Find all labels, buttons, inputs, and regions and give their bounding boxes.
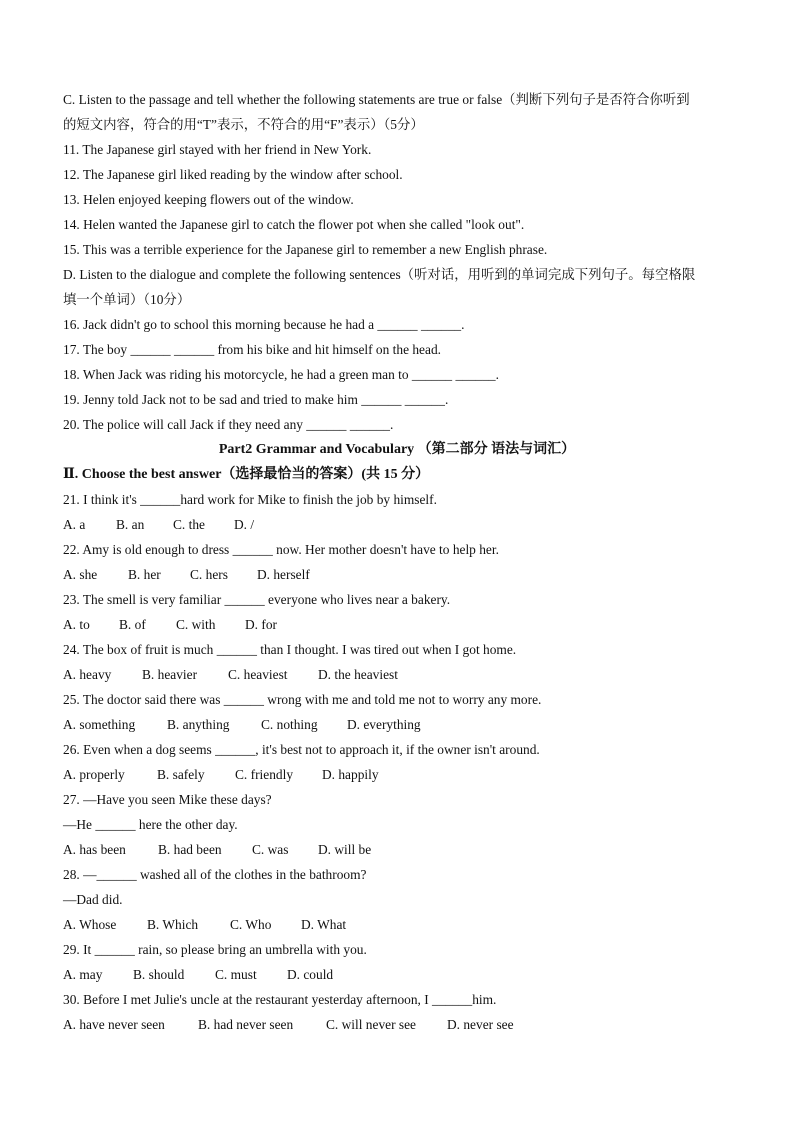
statement-item: 13. Helen enjoyed keeping flowers out of the window. bbox=[63, 192, 354, 207]
section-c-instruction: C. Listen to the passage and tell whether the following statements are true or false（判断下列句子是否符合你听到 bbox=[63, 92, 690, 107]
question-stem-reply: —He ______ here the other day. bbox=[63, 817, 238, 832]
option-c: C. the bbox=[173, 517, 205, 532]
option-c: C. friendly bbox=[235, 767, 294, 782]
option-d: D. What bbox=[301, 917, 347, 932]
option-d: D. could bbox=[287, 967, 334, 982]
option-b: B. had never seen bbox=[198, 1017, 294, 1032]
option-c: C. Who bbox=[230, 917, 272, 932]
option-b: B. should bbox=[133, 967, 185, 982]
statement-item: 12. The Japanese girl liked reading by the window after school. bbox=[63, 167, 403, 182]
option-a: A. a bbox=[63, 517, 86, 532]
option-c: C. must bbox=[215, 967, 257, 982]
fill-blank-item: 18. When Jack was riding his motorcycle, he had a green man to ______ ______. bbox=[63, 367, 499, 382]
statement-item: 11. The Japanese girl stayed with her friend in New York. bbox=[63, 142, 372, 157]
option-b: B. of bbox=[119, 617, 146, 632]
option-d: D. will be bbox=[318, 842, 372, 857]
option-c: C. with bbox=[176, 617, 216, 632]
option-c: C. hers bbox=[190, 567, 228, 582]
option-b: B. had been bbox=[158, 842, 222, 857]
section-c-instruction-cont: 的短文内容，符合的用“T”表示，不符合的用“F”表示）（5分） bbox=[63, 117, 424, 132]
question-stem: 22. Amy is old enough to dress ______ now. Her mother doesn't have to help her. bbox=[63, 542, 499, 557]
option-c: C. was bbox=[252, 842, 289, 857]
option-b: B. an bbox=[116, 517, 145, 532]
question-stem: 26. Even when a dog seems ______, it's best not to approach it, if the owner isn't around. bbox=[63, 742, 540, 757]
option-a: A. may bbox=[63, 967, 103, 982]
statement-item: 14. Helen wanted the Japanese girl to catch the flower pot when she called "look out". bbox=[63, 217, 525, 232]
fill-blank-item: 17. The boy ______ ______ from his bike and hit himself on the head. bbox=[63, 342, 441, 357]
question-stem: 24. The box of fruit is much ______ than I thought. I was tired out when I got home. bbox=[63, 642, 517, 657]
section-d-instruction-cont: 填一个单词）（10分） bbox=[63, 292, 191, 307]
question-stem: 21. I think it's ______hard work for Mike to finish the job by himself. bbox=[63, 492, 437, 507]
section-ii-title: Ⅱ. Choose the best answer（选择最恰当的答案）(共 15 分） bbox=[63, 467, 430, 482]
option-b: B. safely bbox=[157, 767, 205, 782]
option-b: B. her bbox=[128, 567, 161, 582]
option-a: A. have never seen bbox=[63, 1017, 165, 1032]
question-stem: 28. —______ washed all of the clothes in the bathroom? bbox=[63, 867, 367, 882]
option-a: A. has been bbox=[63, 842, 126, 857]
option-c: C. will never see bbox=[326, 1017, 416, 1032]
option-a: A. properly bbox=[63, 767, 125, 782]
option-d: D. herself bbox=[257, 567, 310, 582]
question-stem: 27. —Have you seen Mike these days? bbox=[63, 792, 272, 807]
question-stem: 23. The smell is very familiar ______ everyone who lives near a bakery. bbox=[63, 592, 451, 607]
statement-item: 15. This was a terrible experience for the Japanese girl to remember a new English phrase. bbox=[63, 242, 548, 257]
question-stem-reply: —Dad did. bbox=[63, 892, 123, 907]
option-c: C. nothing bbox=[261, 717, 318, 732]
option-d: D. / bbox=[234, 517, 255, 532]
fill-blank-item: 20. The police will call Jack if they need any ______ ______. bbox=[63, 417, 394, 432]
option-a: A. to bbox=[63, 617, 90, 632]
option-a: A. Whose bbox=[63, 917, 117, 932]
option-d: D. the heaviest bbox=[318, 667, 398, 682]
question-stem: 30. Before I met Julie's uncle at the restaurant yesterday afternoon, I ______him. bbox=[63, 992, 497, 1007]
option-b: B. anything bbox=[167, 717, 230, 732]
part2-heading: Part2 Grammar and Vocabulary （第二部分 语法与词汇） bbox=[218, 442, 576, 457]
fill-blank-item: 16. Jack didn't go to school this morning because he had a ______ ______. bbox=[63, 317, 465, 332]
option-a: A. she bbox=[63, 567, 98, 582]
fill-blank-item: 19. Jenny told Jack not to be sad and tried to make him ______ ______. bbox=[63, 392, 449, 407]
option-c: C. heaviest bbox=[228, 667, 288, 682]
option-b: B. heavier bbox=[142, 667, 198, 682]
option-d: D. happily bbox=[322, 767, 379, 782]
question-stem: 29. It ______ rain, so please bring an umbrella with you. bbox=[63, 942, 367, 957]
option-d: D. everything bbox=[347, 717, 421, 732]
option-d: D. for bbox=[245, 617, 277, 632]
option-d: D. never see bbox=[447, 1017, 514, 1032]
question-stem: 25. The doctor said there was ______ wrong with me and told me not to worry any more. bbox=[63, 692, 542, 707]
option-a: A. something bbox=[63, 717, 136, 732]
option-a: A. heavy bbox=[63, 667, 112, 682]
section-d-instruction: D. Listen to the dialogue and complete the following sentences（听对话，用听到的单词完成下列句子。每空格限 bbox=[63, 267, 696, 282]
option-b: B. Which bbox=[147, 917, 199, 932]
